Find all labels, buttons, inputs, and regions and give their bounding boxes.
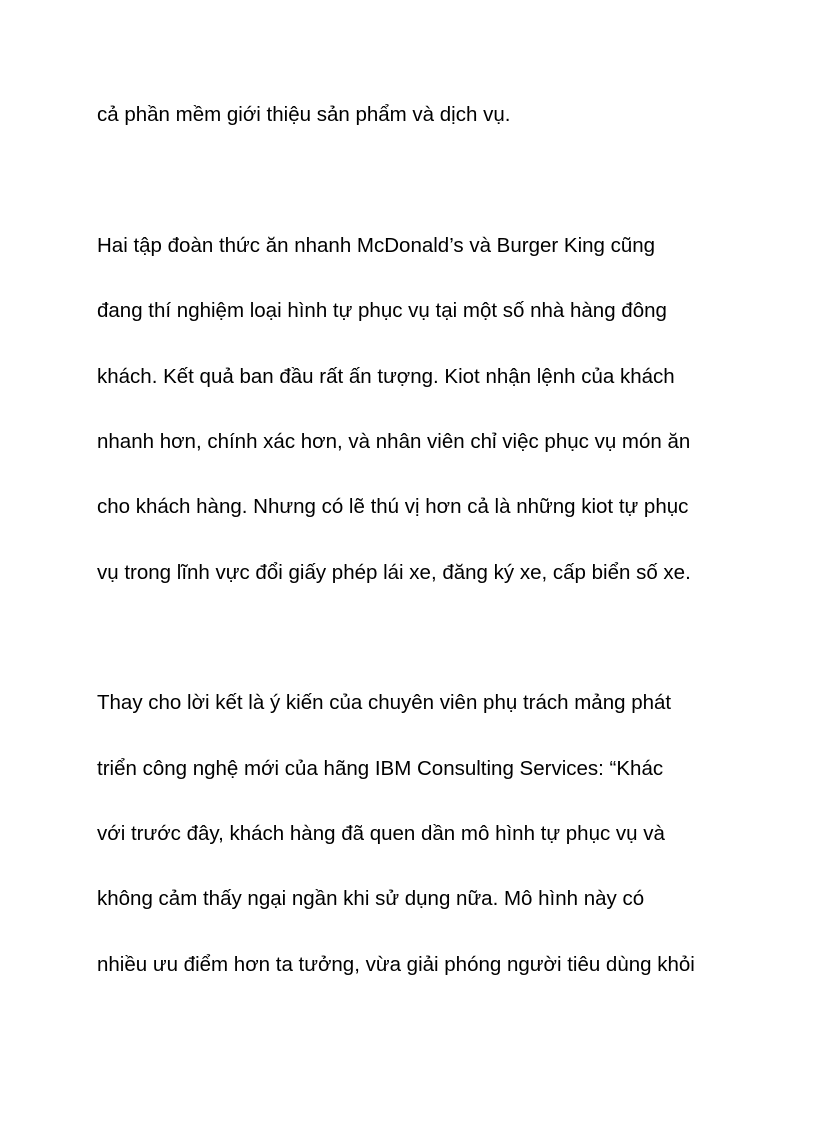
text-line: cho khách hàng. Nhưng có lẽ thú vị hơn cả là những kiot tự phục <box>97 495 689 518</box>
text-line: Thay cho lời kết là ý kiến của chuyên viên phụ trách mảng phát <box>97 691 672 714</box>
text-line: Hai tập đoàn thức ăn nhanh McDonald’s và Burger King cũng <box>97 234 656 257</box>
text-line: triển công nghệ mới của hãng IBM Consulting Services: “Khác <box>97 757 664 780</box>
text-line: đang thí nghiệm loại hình tự phục vụ tại một số nhà hàng đông <box>97 299 667 322</box>
text-line: với trước đây, khách hàng đã quen dần mô hình tự phục vụ và <box>97 822 665 845</box>
text-line: nhiều ưu điểm hơn ta tưởng, vừa giải phóng người tiêu dùng khỏi <box>97 953 695 976</box>
text-line: khách. Kết quả ban đầu rất ấn tượng. Kiot nhận lệnh của khách <box>97 365 675 388</box>
text-line: cả phần mềm giới thiệu sản phẩm và dịch vụ. <box>97 103 511 126</box>
text-line: nhanh hơn, chính xác hơn, và nhân viên chỉ việc phục vụ món ăn <box>97 430 691 453</box>
text-line: không cảm thấy ngại ngần khi sử dụng nữa. Mô hình này có <box>97 887 645 910</box>
text-line: vụ trong lĩnh vực đổi giấy phép lái xe, đăng ký xe, cấp biển số xe. <box>97 561 691 584</box>
